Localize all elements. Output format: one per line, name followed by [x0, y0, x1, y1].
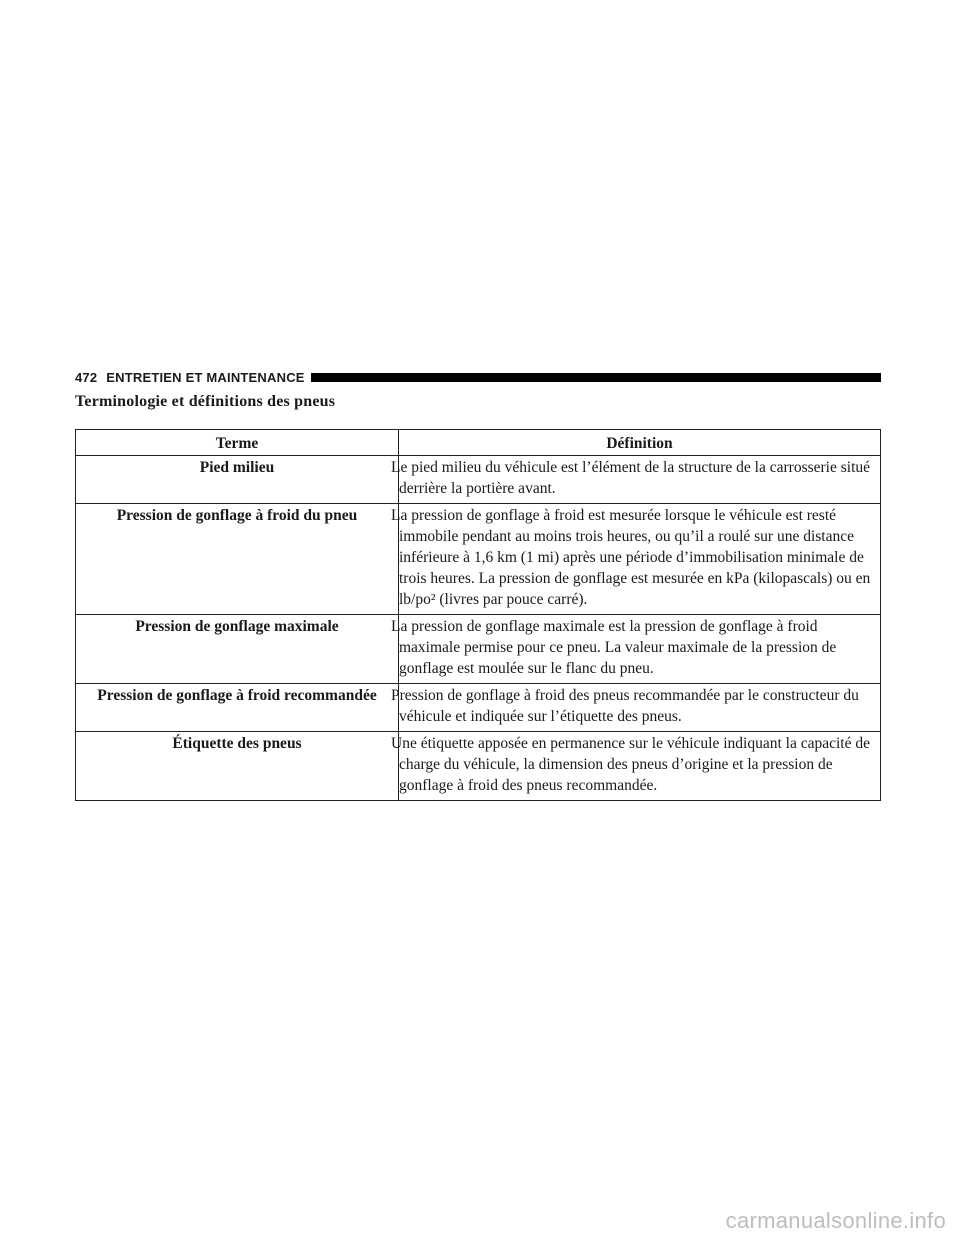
table-row	[76, 615, 881, 684]
section-title: Terminologie et définitions des pneus	[75, 393, 336, 410]
table-header-row	[76, 430, 881, 456]
column-header-definition: Définition	[399, 430, 881, 456]
term-cell: Pression de gonflage à froid du pneu	[76, 504, 399, 615]
definition-cell: Le pied milieu du véhicule est l’élément de la structure de la carrosserie situé derrière la portière avant.	[399, 456, 881, 504]
definition-cell: Une étiquette apposée en permanence sur le véhicule indiquant la capacité de charge du véhicule, la dimension des pneus d’origine et la pression de gonflage à froid des pneus recommandée.	[399, 732, 881, 801]
column-header-term: Terme	[76, 430, 399, 456]
page-number: 472	[75, 369, 98, 385]
term-cell: Pression de gonflage maximale	[76, 615, 399, 684]
term-cell: Étiquette des pneus	[76, 732, 399, 801]
table-row	[76, 732, 881, 801]
table-row	[76, 504, 881, 615]
definition-cell: La pression de gonflage maximale est la pression de gonflage à froid maximale permise pour ce pneu. La valeur maximale de la pression de gonflage est moulée sur le flanc du pneu.	[399, 615, 881, 684]
table-row	[76, 684, 881, 732]
page-header	[75, 368, 881, 386]
definition-cell: La pression de gonflage à froid est mesurée lorsque le véhicule est resté immobile pendant au moins trois heures, ou qu’il a roulé sur une distance inférieure à 1,6 km (1 mi) après une période d’immobilisation minimale de trois heures. La pression de gonflage est mesurée en kPa (kilopascals) ou en lb/po² (livres par pouce carré).	[399, 504, 881, 615]
watermark: carmanualsonline.info	[725, 1208, 946, 1233]
term-cell: Pression de gonflage à froid recommandée	[76, 684, 399, 732]
definitions-table	[75, 429, 881, 801]
header-rule	[311, 373, 881, 382]
table-row	[76, 456, 881, 504]
term-cell: Pied milieu	[76, 456, 399, 504]
definition-cell: Pression de gonflage à froid des pneus recommandée par le constructeur du véhicule et indiquée sur l’étiquette des pneus.	[399, 684, 881, 732]
section-name: ENTRETIEN ET MAINTENANCE	[106, 369, 305, 385]
